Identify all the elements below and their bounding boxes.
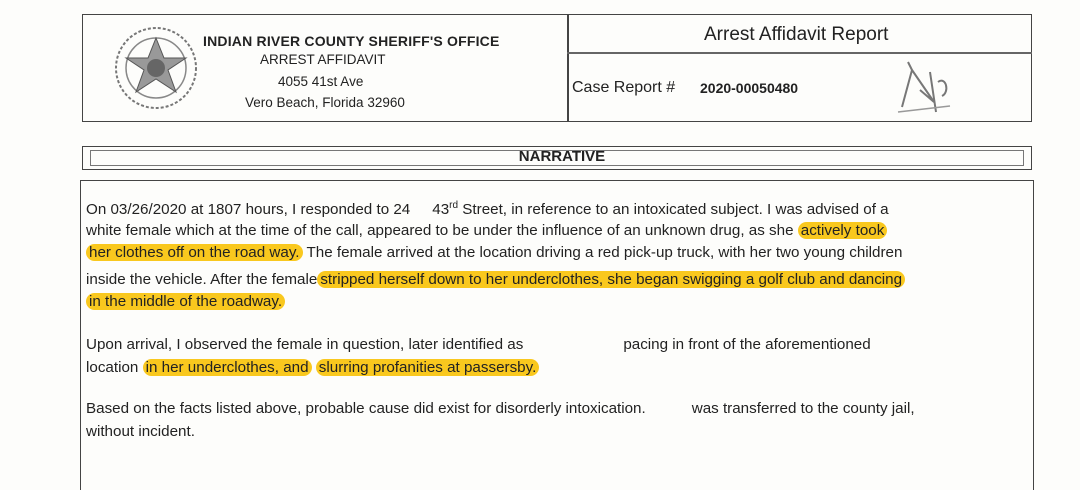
highlight: in the middle of the roadway. (86, 293, 285, 310)
narrative-title: NARRATIVE (518, 148, 606, 165)
p2-line2: location in her underclothes, and slurring profanities at passersby. (86, 358, 539, 378)
report-title: Arrest Affidavit Report (704, 24, 889, 45)
p2-line1: Upon arrival, I observed the female in question, later identified as pacing in front of the aforementioned (86, 336, 871, 353)
highlight: actively took (798, 222, 888, 239)
office-name: INDIAN RIVER COUNTY SHERIFF'S OFFICE (203, 33, 500, 49)
p1-line4: inside the vehicle. After the female stripped herself down to her underclothes, she began swigging a golf club and dancing (86, 270, 905, 290)
p1-line3: her clothes off on the road way. The female arrived at the location driving a red pick-up truck, with her two young children (86, 243, 902, 263)
sheriff-seal-icon (110, 24, 202, 112)
highlight: in her underclothes, and (143, 359, 312, 376)
header-hline (567, 52, 1032, 54)
highlight: stripped herself down to her underclothes, she began swigging a golf club and dancing (317, 271, 905, 288)
highlight: her clothes off on the road way. (86, 244, 303, 261)
p1-line2: white female which at the time of the call, appeared to be under the influence of an unknown drug, as she actively took (86, 221, 887, 241)
doc-type: ARREST AFFIDAVIT (260, 52, 386, 67)
p1-line5 (86, 292, 285, 312)
p3-line1: Based on the facts listed above, probable cause did exist for disorderly intoxication. was transferred to the county jail, (86, 400, 915, 417)
p1-line1: On 03/26/2020 at 1807 hours, I responded to 24 43rd Street, in reference to an intoxicated subject. I was advised of a (86, 200, 889, 219)
case-number: 2020-00050480 (700, 80, 799, 96)
address-line2: Vero Beach, Florida 32960 (245, 95, 405, 110)
p3-line2: without incident. (86, 423, 195, 440)
signature-icon (890, 52, 960, 118)
address-line1: 4055 41st Ave (278, 74, 364, 89)
header-divider (567, 14, 569, 122)
highlight: slurring profanities at passersby. (316, 359, 540, 376)
case-label: Case Report # (572, 79, 676, 96)
